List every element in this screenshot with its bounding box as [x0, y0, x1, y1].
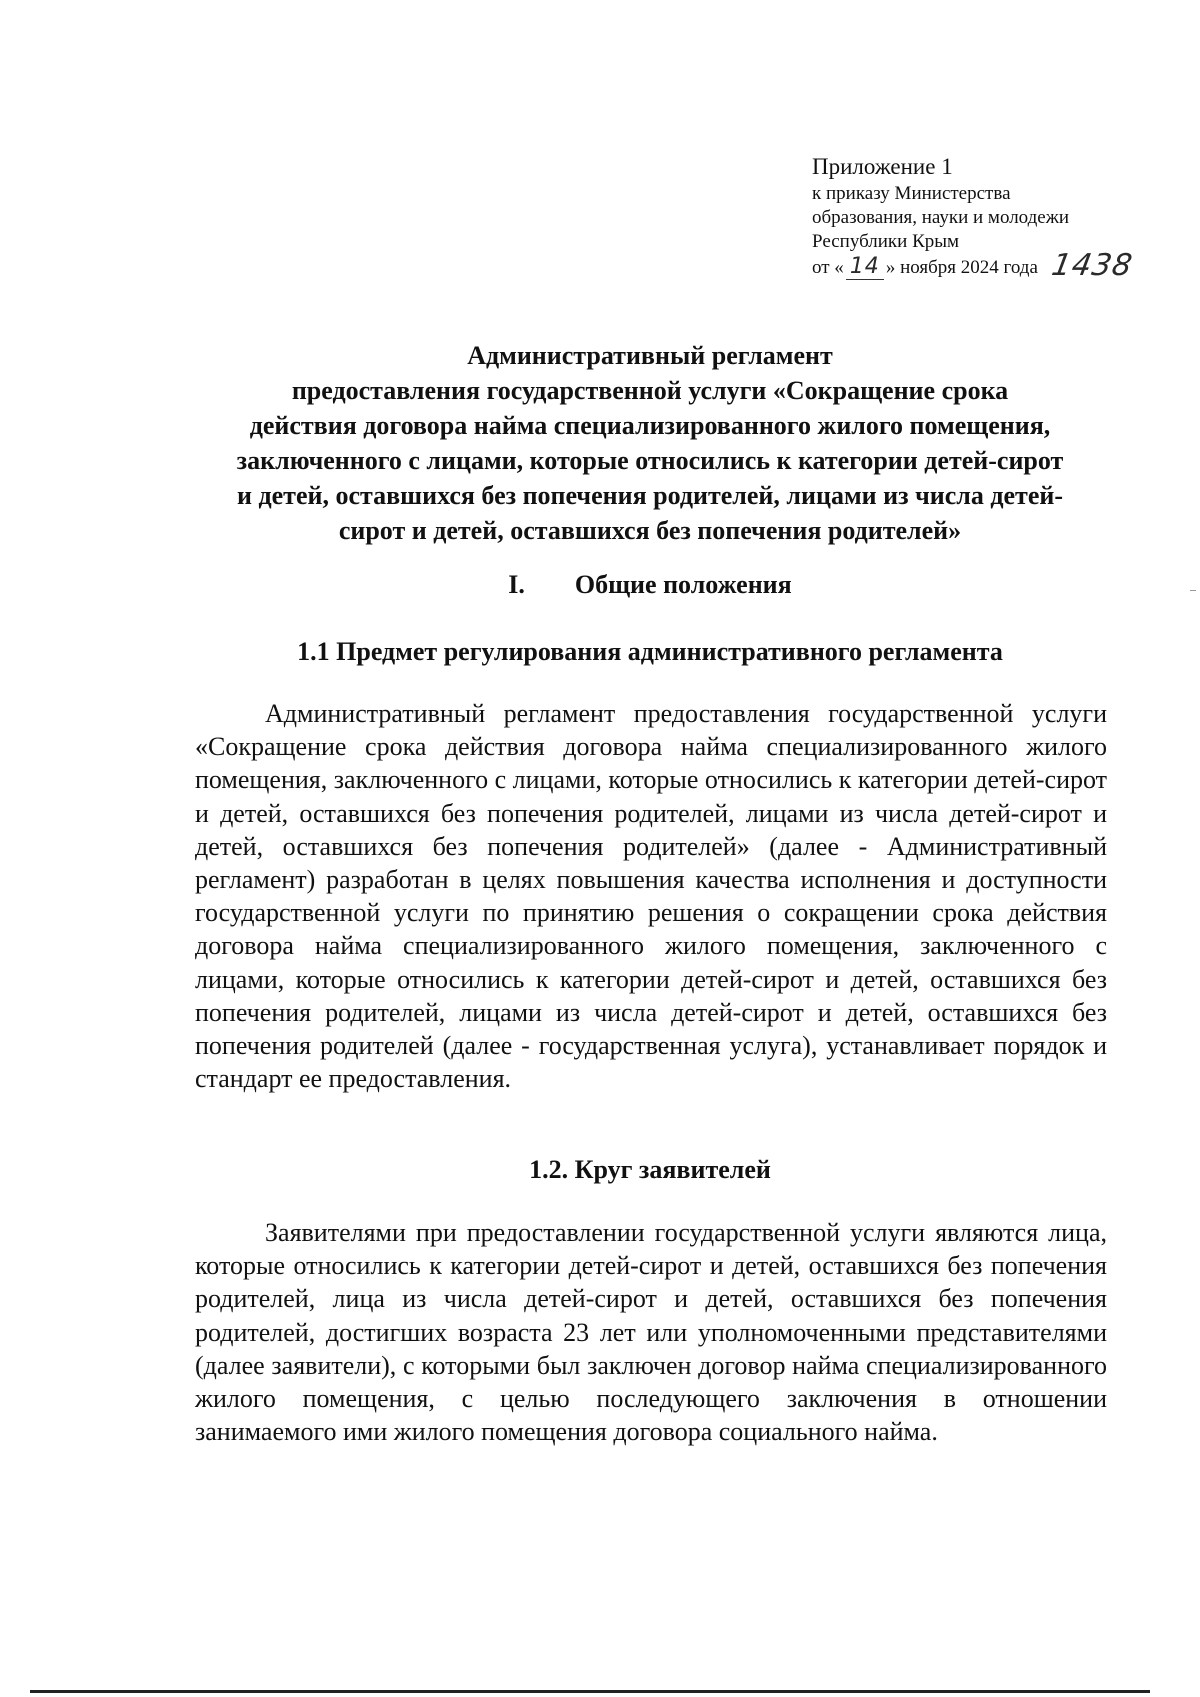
document-title — [180, 338, 1120, 548]
bottom-scan-edge — [30, 1690, 1150, 1693]
approval-date-line — [812, 248, 1142, 283]
approval-line-2: образования, науки и молодежи — [812, 207, 1070, 228]
date-suffix: » ноября 2024 года — [885, 257, 1038, 278]
title-line-5: и детей, оставшихся без попечения родителей, лицами из числа детей- — [237, 481, 1063, 510]
approval-block — [812, 152, 1142, 283]
date-prefix: от « — [812, 257, 844, 278]
title-line-1: Административный регламент — [467, 341, 833, 370]
subsection-heading-1-1: 1.1 Предмет регулирования административного регламента — [297, 637, 1003, 666]
paragraph-1-2: Заявителями при предоставлении государственной услуги являются лица, которые относились к категории детей-сирот и детей, оставшихся без попечения родителей, лица из числа детей-сирот и детей, оставшихся без попечения родителей, достигших возраста 23 лет или уполномоченными представителями (далее заявители), с которыми был заключен договор найма специализированного жилого помещения, с целью последующего заключения в отношении занимаемого ими жилого помещения договора социального найма. — [195, 1218, 1107, 1447]
handwritten-day: 14 — [846, 255, 884, 280]
approval-line-1: к приказу Министерства — [812, 183, 1011, 204]
scan-margin-mark — [1190, 590, 1196, 591]
title-line-6: сирот и детей, оставшихся без попечения родителей» — [338, 516, 962, 545]
section-number: I. — [508, 570, 525, 599]
section-title: Общие положения — [574, 570, 792, 599]
title-line-4: заключенного с лицами, которые относились к категории детей-сирот — [236, 446, 1064, 475]
paragraph-1-1: Административный регламент предоставления государственной услуги «Сокращение срока действия договора найма специализированного жилого помещения, заключенного с лицами, которые относились к категории детей-сирот и детей, оставшихся без попечения родителей, лицами из числа детей-сирот и детей, оставшихся без попечения родителей» (далее - Административный регламент) разработан в целях повышения качества исполнения и доступности государственной услуги по принятию решения о сокращении срока действия договора найма специализированного жилого помещения, заключенного с лицами, которые относились к категории детей-сирот и детей, оставшихся без попечения родителей, лицами из числа детей-сирот и детей, оставшихся без попечения родителей (далее - государственная услуга), устанавливает порядок и стандарт ее предоставления. — [195, 699, 1107, 1094]
section-heading — [180, 570, 1120, 600]
subsection-heading-1-2: 1.2. Круг заявителей — [529, 1155, 771, 1184]
title-line-3: действия договора найма специализированного жилого помещения, — [249, 411, 1051, 440]
approval-line-3: Республики Крым — [812, 231, 960, 252]
appendix-label: Приложение 1 — [812, 154, 953, 179]
title-line-2: предоставления государственной услуги «Сокращение срока — [291, 376, 1009, 405]
handwritten-order-number: 1438 — [1048, 248, 1136, 283]
